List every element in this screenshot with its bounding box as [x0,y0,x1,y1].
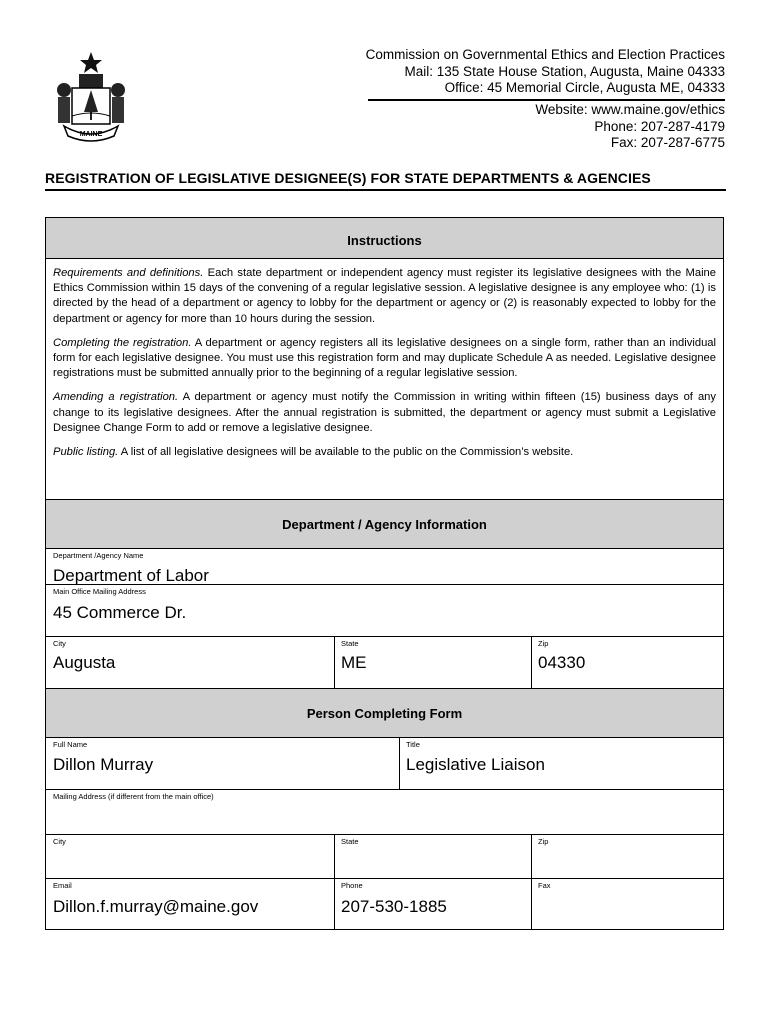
department-name-label: Department /Agency Name [53,551,144,560]
fax-label: Fax [538,881,551,890]
registration-form [45,217,724,930]
mail-address: Mail: 135 State House Station, Augusta, Maine 04333 [404,63,725,79]
maine-state-seal-icon [52,50,130,142]
title-divider [45,189,726,191]
commission-header [325,47,725,150]
header-divider [368,99,725,101]
phone-label: Phone [341,881,363,890]
title-label: Title [406,740,420,749]
email-label: Email [53,881,72,890]
instruction-paragraph: Requirements and definitions. Each state department or independent agency must register its legislative designees with the Maine Ethics Commission within 15 days of the convening of a regular legislative session. A legislative designee is any employee who: (1) is directed by the head of a department or agency to lobby for the department or agency or (2) is reasonably expected to lobby for the department or agency for more than 10 hours during the session. [53,267,716,325]
instructions-heading: Instructions [46,218,723,259]
department-heading: Department / Agency Information [46,500,723,549]
office-address: Office: 45 Memorial Circle, Augusta ME, 04333 [444,80,725,95]
person-heading: Person Completing Form [46,689,723,738]
email-field[interactable]: Dillon.f.murray@maine.gov [53,897,259,916]
instructions-text [53,266,716,469]
person-city-label: City [53,837,66,846]
department-city-label: City [53,639,66,648]
instruction-paragraph: Completing the registration. A department or agency registers all its legislative designees on a single form, rather than an individual form for each legislative designee. You must use this registration form and may duplicate Schedule A as needed. Legislative designee registrations must be submitted annually prior to the beginning of a regular legislative session. [53,336,716,380]
department-state-label: State [341,639,359,648]
person-zip-label: Zip [538,837,549,846]
form-title: REGISTRATION OF LEGISLATIVE DESIGNEE(S) FOR STATE DEPARTMENTS & AGENCIES [45,170,651,186]
phone-field[interactable]: 207-530-1885 [341,897,447,916]
seal-text: MAINE [79,131,103,138]
title-field[interactable]: Legislative Liaison [406,755,545,774]
instruction-paragraph: Public listing. A list of all legislative designees will be available to the public on the Commission’s website. [53,446,574,459]
mailing-address-label: Mailing Address (if different from the main office) [53,792,214,801]
department-name-field[interactable]: Department of Labor [53,566,209,585]
org-name: Commission on Governmental Ethics and Election Practices [365,47,725,62]
website: Website: www.maine.gov/ethics [535,102,725,117]
department-zip-field[interactable]: 04330 [538,653,586,672]
department-city-field[interactable]: Augusta [53,653,116,672]
full-name-field[interactable]: Dillon Murray [53,755,154,774]
department-state-field[interactable]: ME [341,653,367,672]
person-state-label: State [341,837,359,846]
instruction-paragraph: Amending a registration. A department or agency must notify the Commission in writing within fifteen (15) business days of any change to its legislative designees. After the annual registration is submitted, the department or agency must submit a Legislative Designee Change Form to add or remove a legislative designee. [53,391,716,434]
department-zip-label: Zip [538,639,549,648]
main-address-label: Main Office Mailing Address [53,587,146,596]
full-name-label: Full Name [53,740,88,749]
fax: Fax: 207-287-6775 [610,135,725,150]
main-address-field[interactable]: 45 Commerce Dr. [53,603,187,622]
phone: Phone: 207-287-4179 [594,118,725,134]
